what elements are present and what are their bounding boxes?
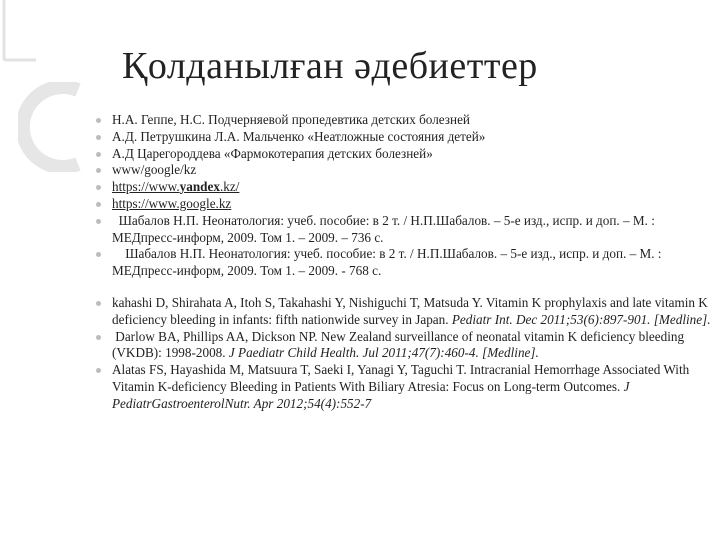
list-item <box>96 329 712 363</box>
link-prefix: https://www. <box>112 179 180 195</box>
list-item <box>96 129 712 146</box>
reference-text: Alatas FS, Hayashida M, Matsuura T, Saeki I, Yanagi Y, Taguchi T. Intracranial Hemorrhage Associated With Vitamin K-deficiency Bleeding in Patients With Biliary Atresia: Focus on Long-term Outcomes. <box>112 362 690 394</box>
reference-citation: J Paediatr Child Health. Jul 2011;47(7):460-4. [Medline]. <box>228 345 539 361</box>
list-item <box>96 196 712 213</box>
bullet-icon <box>96 135 101 140</box>
bullet-icon <box>96 168 101 173</box>
link-bold: yandex <box>179 179 220 195</box>
bullet-icon <box>96 252 101 257</box>
reference-citation: J PediatrGastroenterolNutr. Apr 2012;54(4):552-7 <box>112 378 630 411</box>
list-item <box>96 112 712 129</box>
bullet-icon <box>96 335 101 340</box>
list-item <box>96 246 712 280</box>
bullet-icon <box>96 368 101 373</box>
list-item <box>96 162 712 179</box>
bullet-icon <box>96 219 101 224</box>
list-item <box>96 213 712 247</box>
decorative-corner-arc <box>0 0 36 62</box>
bullet-icon <box>96 118 101 123</box>
reference-text: А.Д. Петрушкина Л.А. Мальченко «Неатложные состояния детей» <box>112 128 486 144</box>
reference-list <box>96 112 712 413</box>
yandex-link[interactable] <box>112 179 239 194</box>
link-suffix: .kz/ <box>219 179 240 195</box>
page-title: Қолданылған әдебиеттер <box>122 45 538 87</box>
list-item <box>96 179 712 196</box>
reference-text: А.Д Царегороддева «Фармокотерапия детских болезней» <box>112 145 433 161</box>
reference-text: kahashi D, Shirahata A, Itoh S, Takahashi Y, Nishiguchi T, Matsuda Y. Vitamin K prophylaxis and late vitamin K deficiency bleeding in infants: fifth nationwide survey in Japan. <box>112 294 708 327</box>
reference-text: Шабалов Н.П. Неонатология: учеб. пособие: в 2 т. / Н.П.Шабалов. – 5-е изд., испр. и доп. – М. : МЕДпресс-информ, 2009. Том 1. – 2009. - 768 с. <box>112 246 665 279</box>
bullet-icon <box>96 152 101 157</box>
bullet-icon <box>96 301 101 306</box>
reference-citation: Pediatr Int. Dec 2011;53(6):897-901. [Medline]. <box>451 311 711 327</box>
decorative-ring <box>18 82 88 172</box>
reference-text: Darlow BA, Phillips AA, Dickson NP. New Zealand surveillance of neonatal vitamin K deficiency bleeding (VKDB): 1998-2008. <box>112 328 688 361</box>
reference-text: Н.А. Геппе, Н.С. Подчерняевой пропедевтика детских болезней <box>112 112 470 127</box>
list-item <box>96 362 712 412</box>
list-item <box>96 146 712 163</box>
reference-text: Шабалов Н.П. Неонатология: учеб. пособие: в 2 т. / Н.П.Шабалов. – 5-е изд., испр. и доп. – М. : МЕДпресс-информ, 2009. Том 1. – 2009. – 736 с. <box>112 212 659 245</box>
bullet-icon <box>96 185 101 190</box>
reference-text: www/google/kz <box>112 162 197 178</box>
google-link[interactable]: https://www.google.kz <box>112 195 232 211</box>
bullet-icon <box>96 202 101 207</box>
list-item <box>96 295 712 329</box>
